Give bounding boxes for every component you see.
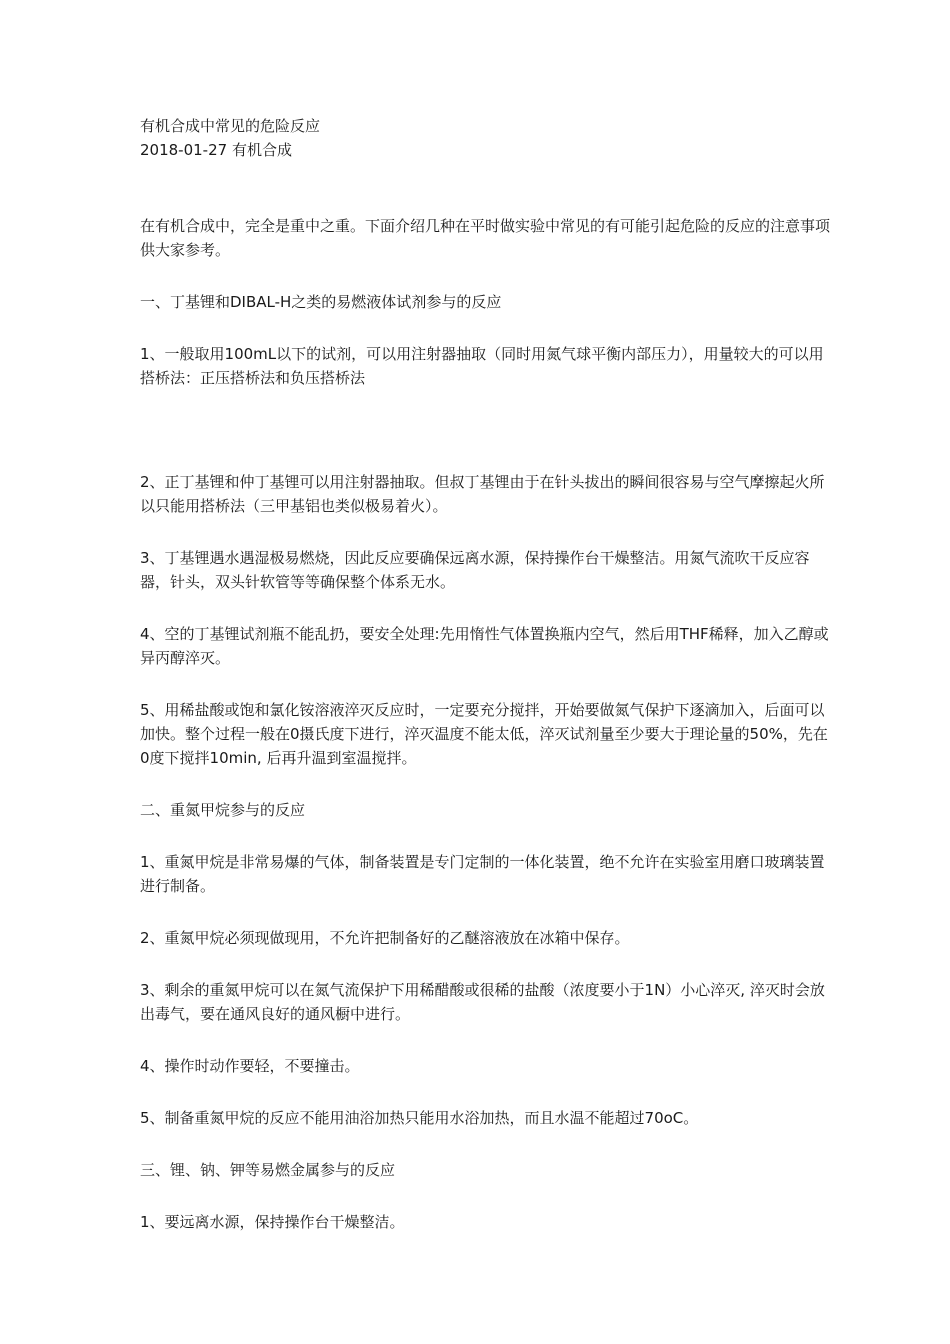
section-heading: 三、锂、钠、钾等易燃金属参与的反应 bbox=[140, 1161, 396, 1179]
list-item: 2、重氮甲烷必须现做现用，不允许把制备好的乙醚溶液放在冰箱中保存。 bbox=[140, 929, 630, 947]
document-date-line: 2018-01-27 有机合成 bbox=[140, 141, 292, 159]
section-heading: 一、丁基锂和DIBAL-H之类的易燃液体试剂参与的反应 bbox=[140, 293, 502, 311]
intro-paragraph: 在有机合成中，完全是重中之重。下面介绍几种在平时做实验中常见的有可能引起危险的反应的注意事项供大家参考。 bbox=[140, 217, 831, 259]
list-item: 1、要远离水源，保持操作台干燥整洁。 bbox=[140, 1213, 405, 1231]
list-item: 2、正丁基锂和仲丁基锂可以用注射器抽取。但叔丁基锂由于在针头拔出的瞬间很容易与空气摩擦起火所以只能用搭桥法（三甲基铝也类似极易着火）。 bbox=[140, 473, 825, 515]
list-item: 5、制备重氮甲烷的反应不能用油浴加热只能用水浴加热，而且水温不能超过70oC。 bbox=[140, 1109, 699, 1127]
list-item: 1、重氮甲烷是非常易爆的气体，制备装置是专门定制的一体化装置，绝不允许在实验室用磨口玻璃装置进行制备。 bbox=[140, 853, 825, 895]
list-item: 5、用稀盐酸或饱和氯化铵溶液淬灭反应时，一定要充分搅拌，开始要做氮气保护下逐滴加入，后面可以加快。整个过程一般在0摄氏度下进行，淬灭温度不能太低，淬灭试剂量至少要大于理论量的50%，先在0度下搅拌10min, 后再升温到室温搅拌。 bbox=[140, 701, 828, 767]
list-item: 1、一般取用100mL以下的试剂，可以用注射器抽取（同时用氮气球平衡内部压力），用量较大的可以用搭桥法：正压搭桥法和负压搭桥法 bbox=[140, 345, 824, 387]
section-heading: 二、重氮甲烷参与的反应 bbox=[140, 801, 306, 819]
document-body bbox=[140, 114, 830, 1234]
list-item: 3、丁基锂遇水遇湿极易燃烧，因此反应要确保远离水源，保持操作台干燥整洁。用氮气流吹干反应容器，针头，双头针软管等等确保整个体系无水。 bbox=[140, 549, 810, 591]
list-item: 4、操作时动作要轻，不要撞击。 bbox=[140, 1057, 360, 1075]
list-item: 3、剩余的重氮甲烷可以在氮气流保护下用稀醋酸或很稀的盐酸（浓度要小于1N）小心淬灭, 淬灭时会放出毒气，要在通风良好的通风橱中进行。 bbox=[140, 981, 825, 1023]
list-item: 4、空的丁基锂试剂瓶不能乱扔，要安全处理:先用惰性气体置换瓶内空气，然后用THF稀释，加入乙醇或异丙醇淬灭。 bbox=[140, 625, 829, 667]
document-title: 有机合成中常见的危险反应 bbox=[140, 117, 321, 135]
